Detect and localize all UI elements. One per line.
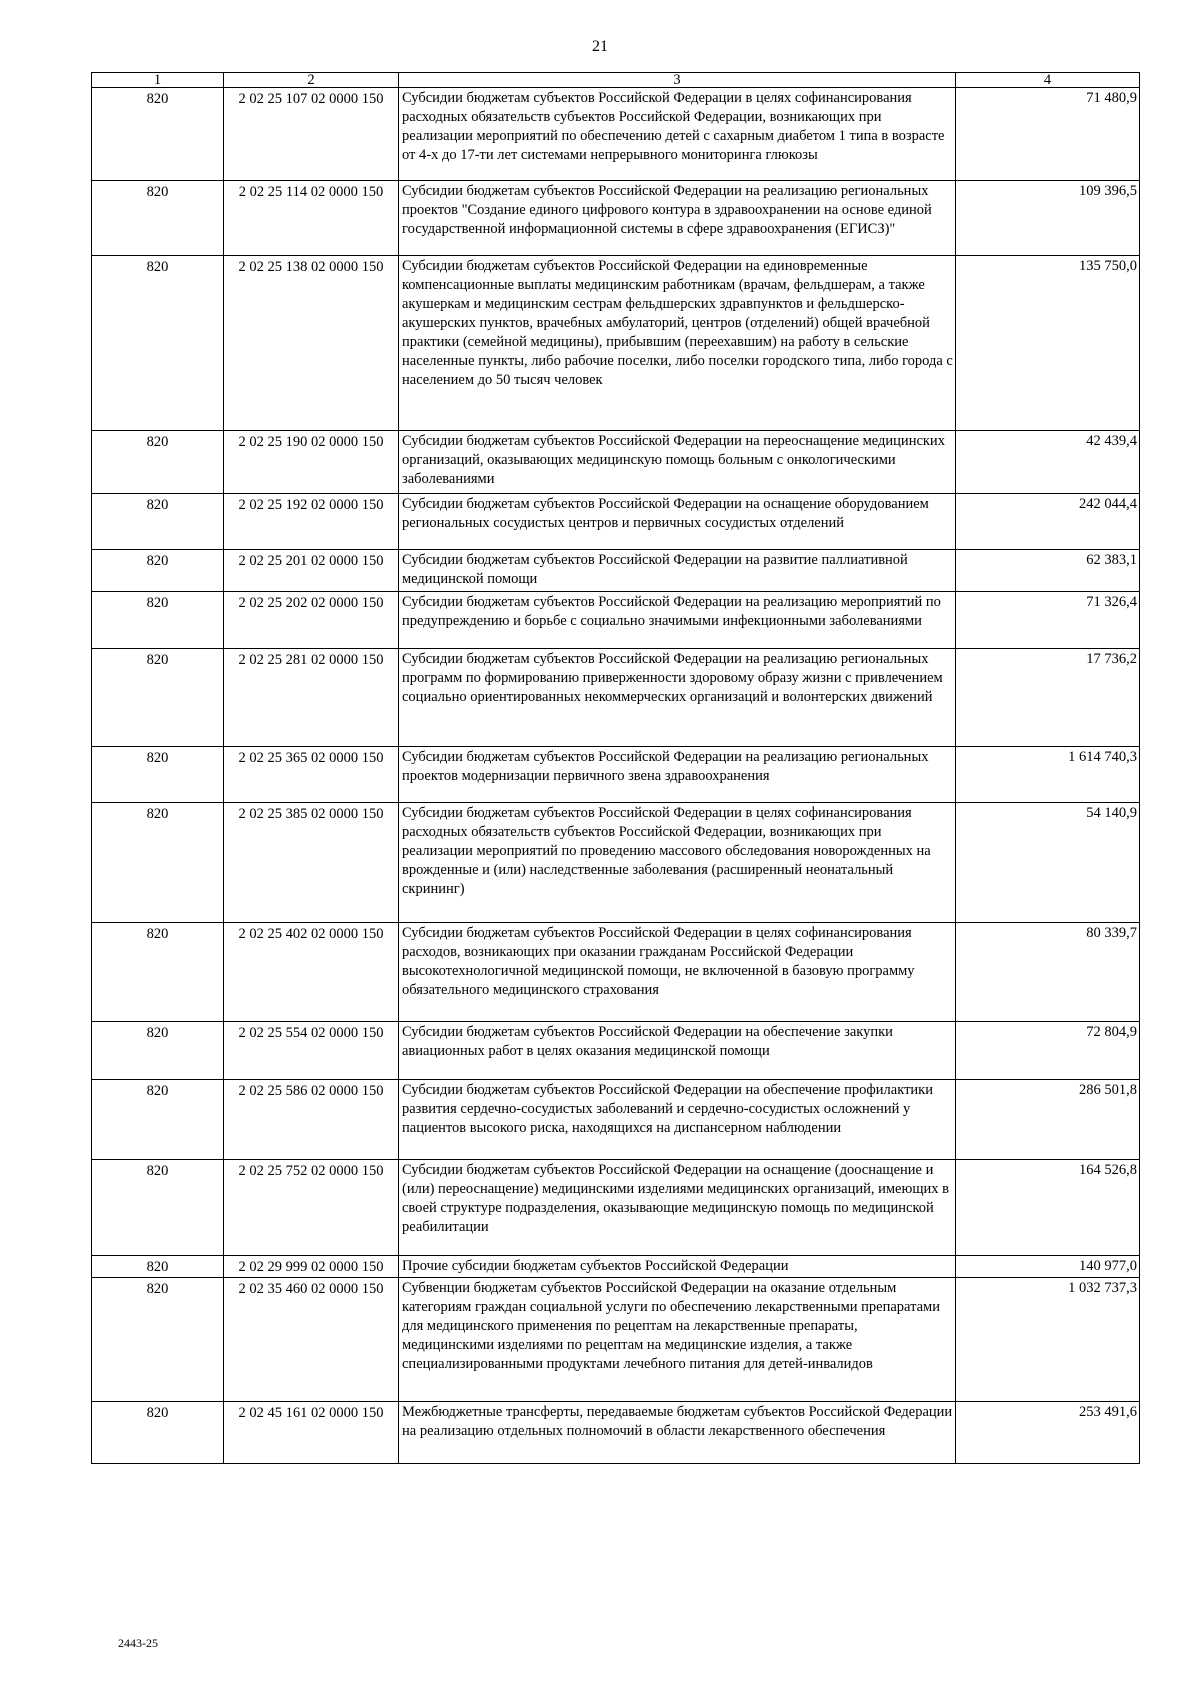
income-description: Субсидии бюджетам субъектов Российской Федерации на единовременные компенсационные выплаты медицинским работникам (врачам, фельдшерам, а также акушеркам и медицинским сестрам фельдшерских здравпунктов и фельдшерско-акушерских пунктов, врачебных амбулаторий, центров (отделений) общей врачебной практики (семейной медицины), прибывшим (переехавшим) на работу в сельские населенные пункты, либо рабочие поселки, либо поселки городского типа, либо города с населением до 50 тысяч человек: [399, 256, 956, 431]
admin-code: 820: [92, 803, 224, 923]
amount: 54 140,9: [956, 803, 1140, 923]
income-description: Субсидии бюджетам субъектов Российской Федерации на обеспечение закупки авиационных работ в целях оказания медицинской помощи: [399, 1022, 956, 1080]
income-description: Субсидии бюджетам субъектов Российской Федерации в целях софинансирования расходов, возникающих при оказании гражданам Российской Федерации высокотехнологичной медицинской помощи, не включенной в базовую программу обязательного медицинского страхования: [399, 923, 956, 1022]
column-number: 4: [956, 73, 1140, 88]
table-row: [92, 923, 1140, 1022]
table-row: [92, 181, 1140, 256]
admin-code: 820: [92, 1022, 224, 1080]
amount: 1 614 740,3: [956, 747, 1140, 803]
income-description: Субсидии бюджетам субъектов Российской Федерации на развитие паллиативной медицинской помощи: [399, 550, 956, 592]
admin-code: 820: [92, 88, 224, 181]
income-description: Субсидии бюджетам субъектов Российской Федерации на реализацию региональных программ по формированию приверженности здоровому образу жизни с привлечением социально ориентированных некоммерческих организаций и волонтерских движений: [399, 649, 956, 747]
admin-code: 820: [92, 923, 224, 1022]
table-row: [92, 431, 1140, 494]
document-code: 2443-25: [118, 1636, 158, 1650]
income-description: Субсидии бюджетам субъектов Российской Федерации в целях софинансирования расходных обязательств субъектов Российской Федерации, возникающих при реализации мероприятий по проведению массового обследования новорожденных на врожденные и (или) наследственные заболевания (расширенный неонатальный скрининг): [399, 803, 956, 923]
budget-classification-code: 2 02 25 281 02 0000 150: [224, 649, 399, 747]
income-description: Межбюджетные трансферты, передаваемые бюджетам субъектов Российской Федерации на реализацию отдельных полномочий в области лекарственного обеспечения: [399, 1402, 956, 1464]
amount: 62 383,1: [956, 550, 1140, 592]
amount: 135 750,0: [956, 256, 1140, 431]
column-number: 2: [224, 73, 399, 88]
amount: 109 396,5: [956, 181, 1140, 256]
table-row: [92, 649, 1140, 747]
admin-code: 820: [92, 1256, 224, 1278]
budget-classification-code: 2 02 25 190 02 0000 150: [224, 431, 399, 494]
amount: 164 526,8: [956, 1160, 1140, 1256]
column-number-row: [92, 73, 1140, 88]
amount: 286 501,8: [956, 1080, 1140, 1160]
admin-code: 820: [92, 494, 224, 550]
income-description: Субсидии бюджетам субъектов Российской Федерации на реализацию региональных проектов модернизации первичного звена здравоохранения: [399, 747, 956, 803]
income-description: Субсидии бюджетам субъектов Российской Федерации на реализацию региональных проектов "Создание единого цифрового контура в здравоохранении на основе единой государственной информационной системы в сфере здравоохранения (ЕГИСЗ)": [399, 181, 956, 256]
income-description: Субвенции бюджетам субъектов Российской Федерации на оказание отдельным категориям граждан социальной услуги по обеспечению лекарственными препаратами для медицинского применения по рецептам на лекарственные препараты, медицинскими изделиями по рецептам на медицинские изделия, а также специализированными продуктами лечебного питания для детей-инвалидов: [399, 1278, 956, 1402]
admin-code: 820: [92, 431, 224, 494]
amount: 242 044,4: [956, 494, 1140, 550]
budget-classification-code: 2 02 25 114 02 0000 150: [224, 181, 399, 256]
amount: 1 032 737,3: [956, 1278, 1140, 1402]
income-description: Субсидии бюджетам субъектов Российской Федерации на переоснащение медицинских организаций, оказывающих медицинскую помощь больным с онкологическими заболеваниями: [399, 431, 956, 494]
budget-classification-code: 2 02 25 365 02 0000 150: [224, 747, 399, 803]
budget-classification-code: 2 02 25 385 02 0000 150: [224, 803, 399, 923]
admin-code: 820: [92, 1160, 224, 1256]
table-row: [92, 1080, 1140, 1160]
column-number: 3: [399, 73, 956, 88]
amount: 42 439,4: [956, 431, 1140, 494]
amount: 140 977,0: [956, 1256, 1140, 1278]
budget-classification-code: 2 02 29 999 02 0000 150: [224, 1256, 399, 1278]
budget-classification-code: 2 02 35 460 02 0000 150: [224, 1278, 399, 1402]
amount: 71 326,4: [956, 592, 1140, 649]
admin-code: 820: [92, 1080, 224, 1160]
budget-classification-code: 2 02 25 201 02 0000 150: [224, 550, 399, 592]
table-row: [92, 1278, 1140, 1402]
budget-table: [91, 72, 1140, 1464]
budget-classification-code: 2 02 25 192 02 0000 150: [224, 494, 399, 550]
column-number: 1: [92, 73, 224, 88]
table-row: [92, 494, 1140, 550]
amount: 80 339,7: [956, 923, 1140, 1022]
amount: 17 736,2: [956, 649, 1140, 747]
budget-classification-code: 2 02 45 161 02 0000 150: [224, 1402, 399, 1464]
income-description: Субсидии бюджетам субъектов Российской Федерации на оснащение (дооснащение и (или) переоснащение) медицинскими изделиями медицинских организаций, имеющих в своей структуре подразделения, оказывающие медицинскую помощь по медицинской реабилитации: [399, 1160, 956, 1256]
admin-code: 820: [92, 1402, 224, 1464]
table-row: [92, 256, 1140, 431]
admin-code: 820: [92, 649, 224, 747]
budget-classification-code: 2 02 25 586 02 0000 150: [224, 1080, 399, 1160]
admin-code: 820: [92, 747, 224, 803]
table-row: [92, 803, 1140, 923]
table-row: [92, 1256, 1140, 1278]
budget-classification-code: 2 02 25 202 02 0000 150: [224, 592, 399, 649]
table-row: [92, 88, 1140, 181]
table-row: [92, 1160, 1140, 1256]
budget-classification-code: 2 02 25 752 02 0000 150: [224, 1160, 399, 1256]
table-row: [92, 550, 1140, 592]
table-row: [92, 592, 1140, 649]
income-description: Субсидии бюджетам субъектов Российской Федерации на оснащение оборудованием региональных сосудистых центров и первичных сосудистых отделений: [399, 494, 956, 550]
income-description: Субсидии бюджетам субъектов Российской Федерации в целях софинансирования расходных обязательств субъектов Российской Федерации, возникающих при реализации мероприятий по обеспечению детей с сахарным диабетом 1 типа в возрасте от 4-х до 17-ти лет системами непрерывного мониторинга глюкозы: [399, 88, 956, 181]
amount: 72 804,9: [956, 1022, 1140, 1080]
admin-code: 820: [92, 592, 224, 649]
page-number: 21: [592, 38, 608, 55]
admin-code: 820: [92, 181, 224, 256]
budget-classification-code: 2 02 25 554 02 0000 150: [224, 1022, 399, 1080]
admin-code: 820: [92, 1278, 224, 1402]
admin-code: 820: [92, 256, 224, 431]
admin-code: 820: [92, 550, 224, 592]
table-row: [92, 747, 1140, 803]
table-row: [92, 1022, 1140, 1080]
income-description: Субсидии бюджетам субъектов Российской Федерации на обеспечение профилактики развития сердечно-сосудистых заболеваний и сердечно-сосудистых осложнений у пациентов высокого риска, находящихся на диспансерном наблюдении: [399, 1080, 956, 1160]
amount: 71 480,9: [956, 88, 1140, 181]
income-description: Прочие субсидии бюджетам субъектов Российской Федерации: [399, 1256, 956, 1278]
budget-classification-code: 2 02 25 402 02 0000 150: [224, 923, 399, 1022]
budget-classification-code: 2 02 25 107 02 0000 150: [224, 88, 399, 181]
budget-classification-code: 2 02 25 138 02 0000 150: [224, 256, 399, 431]
income-description: Субсидии бюджетам субъектов Российской Федерации на реализацию мероприятий по предупреждению и борьбе с социально значимыми инфекционными заболеваниями: [399, 592, 956, 649]
table-row: [92, 1402, 1140, 1464]
amount: 253 491,6: [956, 1402, 1140, 1464]
